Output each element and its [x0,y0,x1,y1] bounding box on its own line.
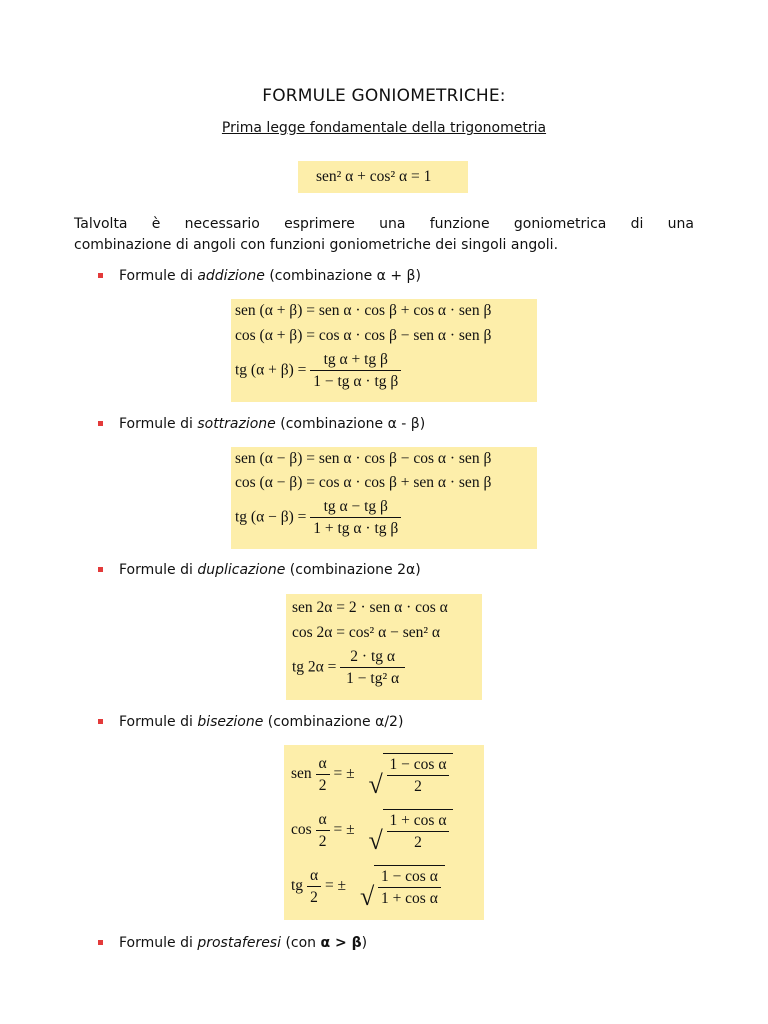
formula-cos-sottrazione: cos (α − β) = cos α · cos β + sen α · sen β [235,474,492,491]
formula-cos-duplicazione: cos 2α = cos² α − sen² α [292,624,440,641]
fraction: $\frac{\alpha}{2}$ [307,867,321,907]
fraction: $\frac{\alpha}{2}$ [316,811,330,851]
radical-sign-icon: √ [368,826,383,855]
section-heading-bisezione: Formule di bisezione (combinazione α/2) [98,714,403,730]
section-heading-prostaferesi: Formule di prostaferesi (con α > β) [98,935,367,951]
formula-cos-bisezione: cos $\frac{\alpha}{2}$ = ± √ $\frac{\text{1 + cos α}}{2}$ [291,809,453,852]
condition: α > β [320,935,362,951]
formula-cos-addizione: cos (α + β) = cos α · cos β − sen α · sen β [235,327,492,344]
square-root: √ $\frac{\text{1 + cos α}}{2}$ [369,809,454,852]
formula-tg-bisezione: tg $\frac{\alpha}{2}$ = ± √ $\frac{\text{1 − cos α}}{\text{1 + cos α}}$ [291,865,445,908]
square-root: √ $\frac{\text{1 − cos α}}{2}$ [369,753,454,796]
subtitle: Prima legge fondamentale della trigonometria [221,120,547,136]
fraction: $\frac{\alpha}{2}$ [316,755,330,795]
square-root: √ $\frac{\text{1 − cos α}}{\text{1 + cos α}}$ [360,865,445,908]
fraction: $\frac{\text{2 · tg α}}{\text{1 − tg² α}}$ [340,648,405,688]
formula-box-sottrazione [231,447,537,549]
formula-sen-bisezione: sen $\frac{\alpha}{2}$ = ± √ $\frac{\text{1 − cos α}}{2}$ [291,753,453,796]
bullet-icon [98,421,103,426]
formula-box-bisezione [284,745,484,920]
formula-tg-sottrazione: tg (α − β) = $\frac{\text{tg α − tg β}}{\text{1 + tg α · tg β}}$ [235,498,401,538]
fundamental-formula: sen² α + cos² α = 1 [316,168,432,185]
intro-paragraph [74,214,694,256]
bullet-icon [98,273,103,278]
intro-line-2: combinazione di angoli con funzioni goniometriche dei singoli angoli. [74,237,559,253]
section-heading-addizione: Formule di addizione (combinazione α + β) [98,268,421,284]
radical-sign-icon: √ [368,770,383,799]
formula-sen-sottrazione: sen (α − β) = sen α · cos β − cos α · sen β [235,450,492,467]
fraction: $\frac{\text{tg α + tg β}}{\text{1 − tg α · tg β}}$ [310,351,401,391]
fraction: $\frac{\text{tg α − tg β}}{\text{1 + tg α · tg β}}$ [310,498,401,538]
formula-tg-duplicazione: tg 2α = $\frac{\text{2 · tg α}}{\text{1 − tg² α}}$ [292,648,405,688]
bullet-icon [98,940,103,945]
formula-tg-addizione: tg (α + β) = $\frac{\text{tg α + tg β}}{\text{1 − tg α · tg β}}$ [235,351,401,391]
bullet-icon [98,719,103,724]
section-heading-sottrazione: Formule di sottrazione (combinazione α - β) [98,416,425,432]
formula-box-addizione [231,299,537,402]
intro-line-1: Talvolta è necessario esprimere una funzione goniometrica di una [74,216,694,232]
fundamental-formula-box [298,161,468,193]
formula-box-duplicazione [286,594,482,700]
page-title: FORMULE GONIOMETRICHE: [262,86,506,106]
radical-sign-icon: √ [359,882,375,911]
formula-sen-addizione: sen (α + β) = sen α · cos β + cos α · sen β [235,302,492,319]
section-heading-duplicazione: Formule di duplicazione (combinazione 2α) [98,562,421,578]
formula-sen-duplicazione: sen 2α = 2 · sen α · cos α [292,599,448,616]
bullet-icon [98,567,103,572]
